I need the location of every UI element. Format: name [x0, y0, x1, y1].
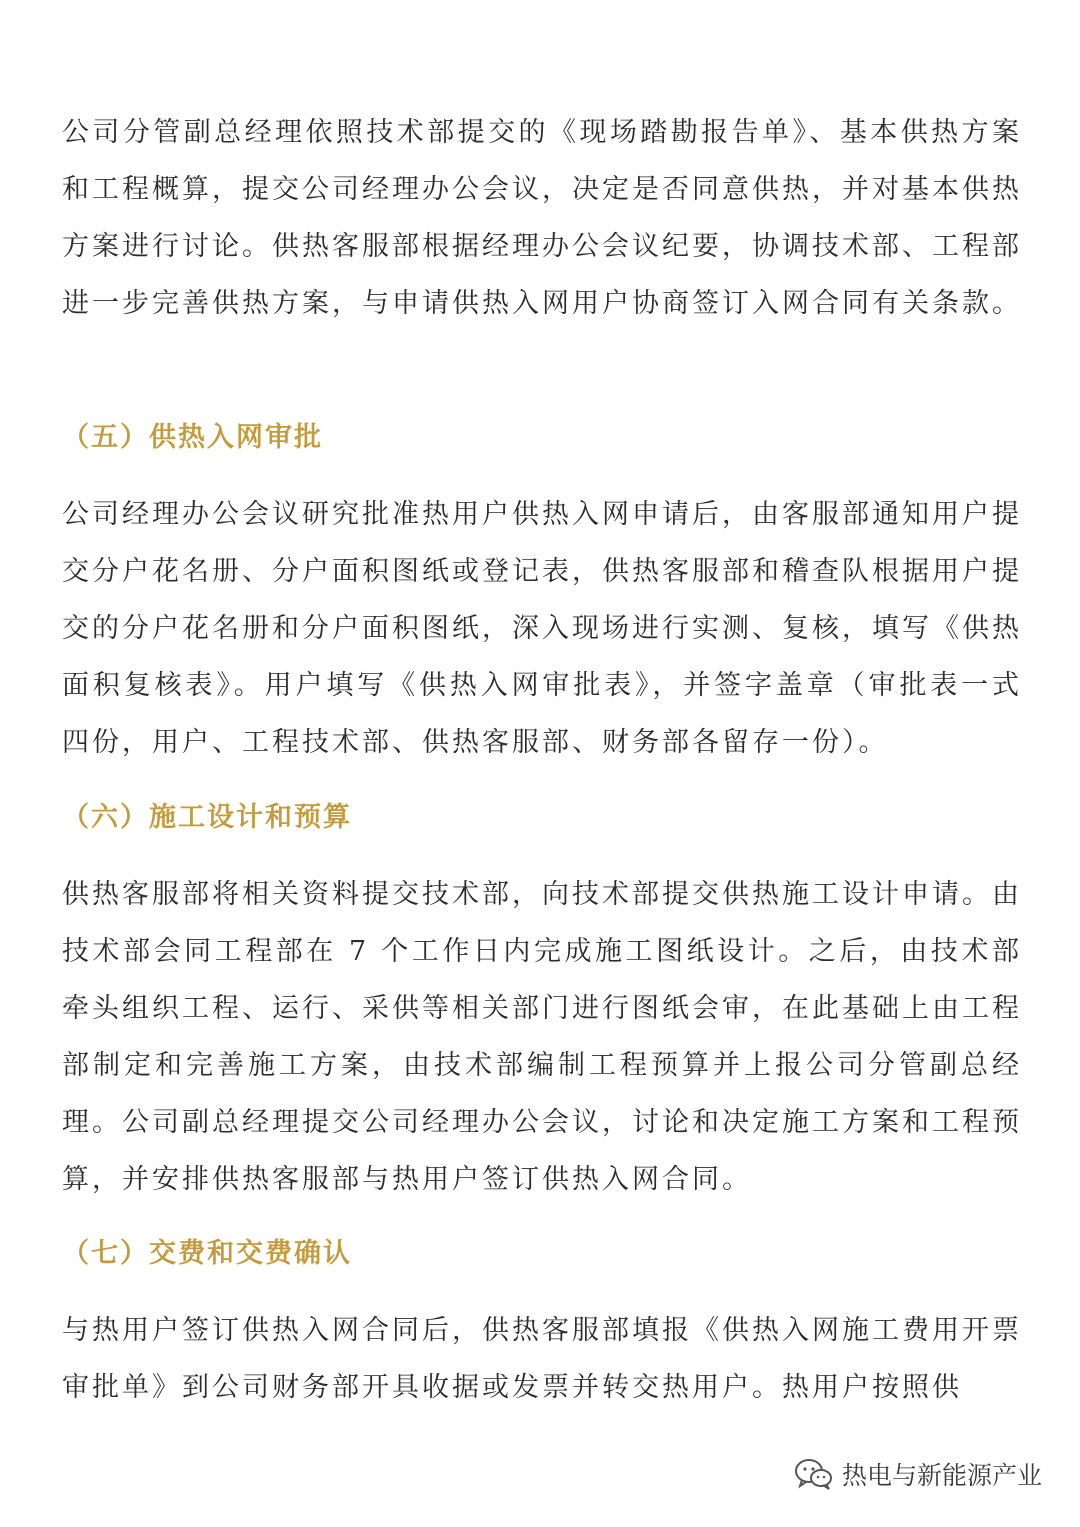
- section-heading-6: （六）施工设计和预算: [62, 802, 352, 833]
- watermark-text: 热电与新能源产业: [841, 1461, 1042, 1490]
- section-heading-5: （五）供热入网审批: [62, 422, 323, 453]
- paragraph-payment: 与热用户签订供热入网合同后，供热客服部填报《供热入网施工费用开票审批单》到公司财务部开具收据或发票并转交热用户。热用户按照供: [62, 1315, 1022, 1403]
- watermark: [794, 1456, 1042, 1492]
- section-heading-7: （七）交费和交费确认: [62, 1238, 352, 1269]
- paragraph-network-approval: 公司经理办公会议研究批准热用户供热入网申请后，由客服部通知用户提交分户花名册、分户面积图纸或登记表，供热客服部和稽查队根据用户提交的分户花名册和分户面积图纸，深入现场进行实测、复核，填写《供热面积复核表》。用户填写《供热入网审批表》，并签字盖章（审批表一式四份，用户、工程技术部、供热客服部、财务部各留存一份）。: [62, 499, 1022, 758]
- paragraph-design-budget: 供热客服部将相关资料提交技术部，向技术部提交供热施工设计申请。由技术部会同工程部在 7 个工作日内完成施工图纸设计。之后，由技术部牵头组织工程、运行、采供等相关部门进行图纸会审，在此基础上由工程部制定和完善施工方案，由技术部编制工程预算并上报公司分管副总经理。公司副总经理提交公司经理办公会议，讨论和决定施工方案和工程预算，并安排供热客服部与热用户签订供热入网合同。: [62, 879, 1022, 1195]
- paragraph-approval: 公司分管副总经理依照技术部提交的《现场踏勘报告单》、基本供热方案和工程概算，提交公司经理办公会议，决定是否同意供热，并对基本供热方案进行讨论。供热客服部根据经理办公会议纪要，协调技术部、工程部进一步完善供热方案，与申请供热入网用户协商签订入网合同有关条款。: [62, 117, 1022, 319]
- wechat-icon: [794, 1457, 834, 1491]
